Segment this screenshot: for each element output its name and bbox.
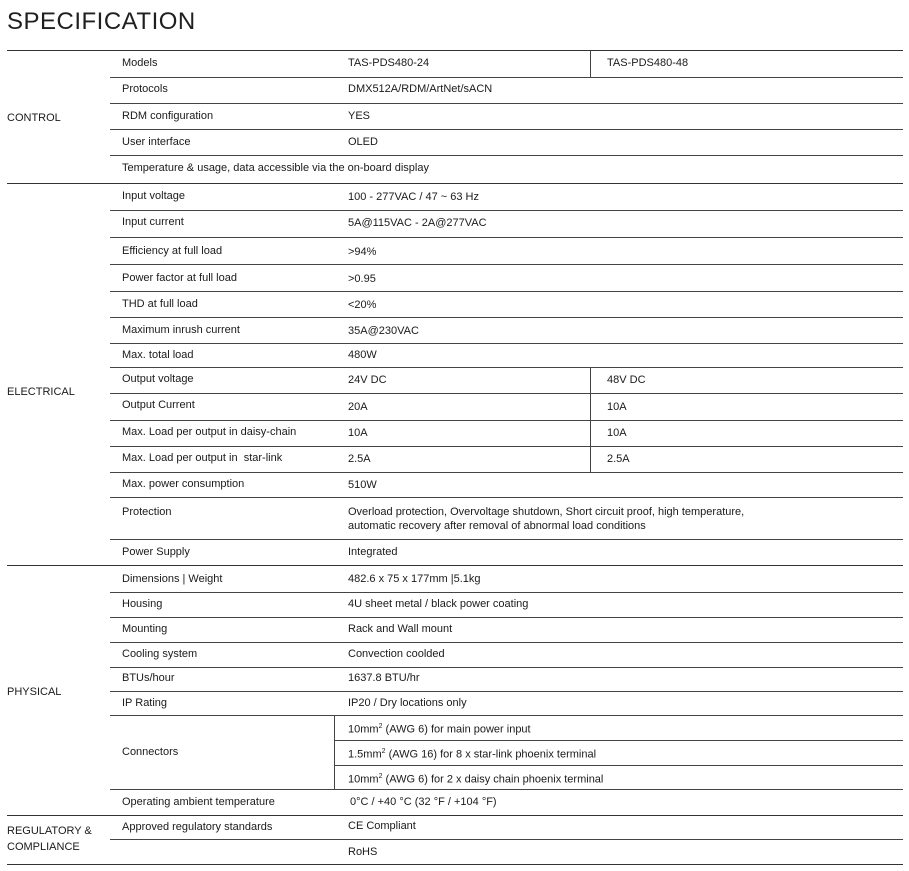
- spec-label: Approved regulatory standards: [122, 821, 273, 833]
- spec-value: 2.5A: [348, 453, 371, 465]
- spec-value-alt: 2.5A: [607, 453, 630, 465]
- spec-label: Efficiency at full load: [122, 245, 223, 257]
- section-divider: [7, 864, 903, 865]
- spec-value: Convection coolded: [348, 648, 445, 660]
- row-divider: [110, 210, 903, 211]
- row-divider: [110, 667, 903, 668]
- row-divider: [110, 617, 903, 618]
- row-divider: [110, 420, 903, 421]
- spec-value-alt: 10A: [607, 427, 627, 439]
- spec-value: TAS-PDS480-24: [348, 57, 430, 69]
- spec-value: RoHS: [348, 846, 378, 858]
- section-label-electrical: ELECTRICAL: [7, 386, 75, 398]
- row-divider: [334, 740, 903, 741]
- spec-value: 482.6 x 75 x 177mm |5.1kg: [348, 573, 481, 585]
- spec-value: 480W: [348, 349, 377, 361]
- spec-value: CE Compliant: [348, 820, 416, 832]
- row-divider: [110, 237, 903, 238]
- spec-label: Input voltage: [122, 190, 185, 202]
- spec-value: 1637.8 BTU/hr: [348, 672, 420, 684]
- spec-label: THD at full load: [122, 298, 198, 310]
- spec-label: Protection: [122, 506, 172, 518]
- row-divider: [110, 839, 903, 840]
- row-divider: [110, 264, 903, 265]
- row-divider: [110, 77, 903, 78]
- spec-label: User interface: [122, 136, 191, 148]
- spec-label: BTUs/hour: [122, 672, 175, 684]
- row-divider: [110, 291, 903, 292]
- column-divider: [590, 367, 591, 472]
- section-label-control: CONTROL: [7, 112, 61, 124]
- row-divider: [110, 592, 903, 593]
- connector-value: $1.5mm^2$ (AWG 16) for 8 x star-link phoenix terminal: [348, 748, 597, 761]
- row-divider: [110, 155, 903, 156]
- spec-label: Output voltage: [122, 373, 194, 385]
- spec-label: Protocols: [122, 83, 168, 95]
- spec-value: Overload protection, Overvoltage shutdown, Short circuit proof, high temperature, automatic recovery after removal of abnormal load conditions: [348, 506, 745, 532]
- section-divider: [7, 50, 903, 51]
- spec-value: 100 - 277VAC / 47 ~ 63 Hz: [348, 191, 479, 203]
- spec-value: OLED: [348, 136, 378, 148]
- spec-value: >0.95: [348, 273, 376, 285]
- spec-value: 35A@230VAC: [348, 325, 419, 337]
- page-title: SPECIFICATION: [7, 8, 196, 35]
- row-divider: [110, 539, 903, 540]
- spec-label: RDM configuration: [122, 110, 214, 122]
- row-divider: [110, 715, 903, 716]
- row-divider: [110, 317, 903, 318]
- column-divider: [590, 51, 591, 77]
- spec-label: Max. power consumption: [122, 478, 245, 490]
- spec-label: Mounting: [122, 623, 168, 635]
- spec-label: Housing: [122, 598, 163, 610]
- section-label-regulatory: REGULATORY & COMPLIANCE: [7, 825, 92, 853]
- spec-label: Power factor at full load: [122, 272, 237, 284]
- spec-label: Max. Load per output in daisy-chain: [122, 426, 297, 438]
- section-divider: [7, 565, 903, 566]
- row-divider: [110, 642, 903, 643]
- row-divider: [110, 446, 903, 447]
- section-label-physical: PHYSICAL: [7, 686, 62, 698]
- spec-value-alt: TAS-PDS480-48: [607, 57, 689, 69]
- spec-label: Models: [122, 57, 158, 69]
- spec-value: Integrated: [348, 546, 398, 558]
- spec-label: Dimensions | Weight: [122, 573, 223, 585]
- spec-value: 24V DC: [348, 374, 387, 386]
- spec-label: Cooling system: [122, 648, 198, 660]
- spec-value-alt: 48V DC: [607, 374, 646, 386]
- spec-label: IP Rating: [122, 697, 168, 709]
- row-divider: [110, 343, 903, 344]
- spec-label: Output Current: [122, 399, 195, 411]
- spec-value: <20%: [348, 299, 377, 311]
- spec-value: >94%: [348, 246, 377, 258]
- spec-value: 0°C / +40 °C (32 °F / +104 °F): [350, 796, 497, 808]
- spec-value: 20A: [348, 401, 368, 413]
- spec-label: Max. total load: [122, 349, 194, 361]
- row-divider: [334, 765, 903, 766]
- spec-value: 10A: [348, 427, 368, 439]
- spec-label: Connectors: [122, 746, 179, 758]
- spec-value: YES: [348, 110, 371, 122]
- spec-value: DMX512A/RDM/ArtNet/sACN: [348, 83, 493, 95]
- connector-value: $10mm^2$ (AWG 6) for main power input: [348, 723, 531, 736]
- spec-label: Max. Load per output in star-link: [122, 452, 283, 464]
- spec-label: Maximum inrush current: [122, 324, 240, 336]
- spec-value-alt: 10A: [607, 401, 627, 413]
- row-divider: [110, 393, 903, 394]
- row-divider: [110, 367, 903, 368]
- spec-value: 4U sheet metal / black power coating: [348, 598, 529, 610]
- spec-value: 510W: [348, 479, 377, 491]
- connector-value: $10mm^2$ (AWG 6) for 2 x daisy chain phoenix terminal: [348, 773, 604, 786]
- spec-note: Temperature & usage, data accessible via the on-board display: [122, 162, 429, 174]
- row-divider: [110, 129, 903, 130]
- row-divider: [110, 103, 903, 104]
- spec-label: Operating ambient temperature: [122, 796, 275, 808]
- row-divider: [110, 472, 903, 473]
- spec-value: 5A@115VAC - 2A@277VAC: [348, 217, 487, 229]
- spec-value: Rack and Wall mount: [348, 623, 453, 635]
- row-divider: [110, 497, 903, 498]
- section-divider: [7, 815, 903, 816]
- spec-value: IP20 / Dry locations only: [348, 697, 467, 709]
- column-divider: [334, 715, 335, 789]
- section-divider: [7, 183, 903, 184]
- row-divider: [110, 789, 903, 790]
- spec-label: Power Supply: [122, 546, 190, 558]
- row-divider: [110, 691, 903, 692]
- spec-label: Input current: [122, 216, 184, 228]
